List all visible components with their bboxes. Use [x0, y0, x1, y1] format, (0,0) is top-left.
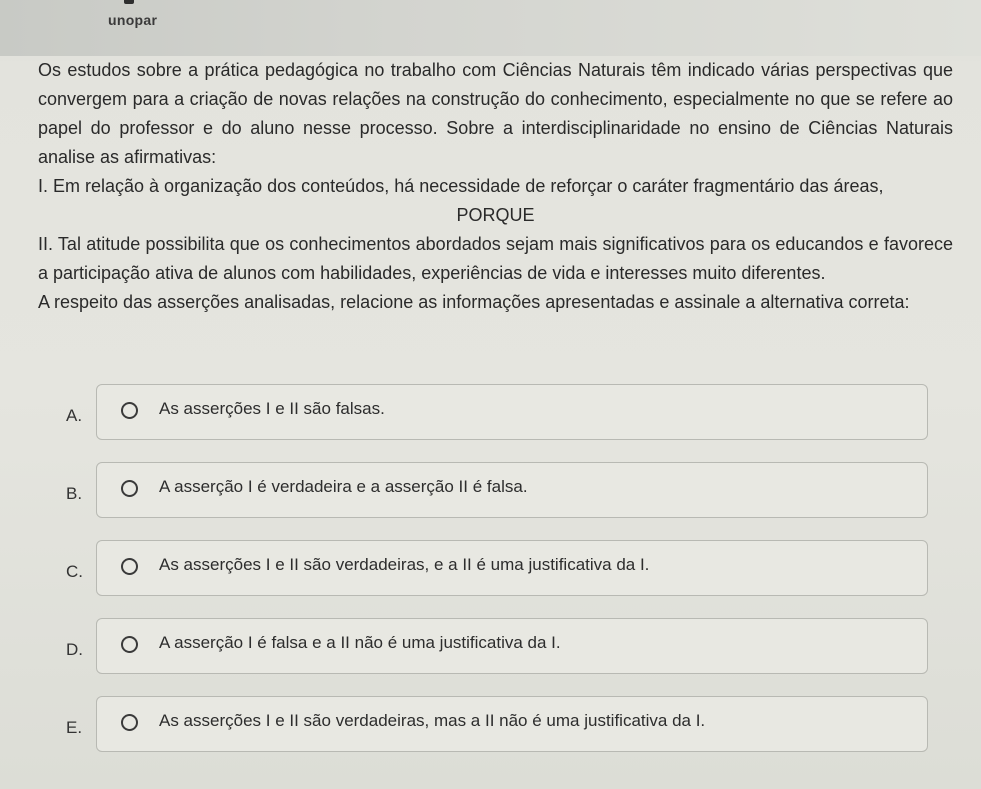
option-letter: E. — [66, 718, 83, 737]
option-box[interactable] — [96, 618, 928, 674]
brand-logo: unopar — [108, 12, 158, 28]
radio-button-icon[interactable] — [121, 480, 138, 497]
option-text: As asserções I e II são verdadeiras, e a II é uma justificativa da I. — [159, 555, 650, 574]
radio-button-icon[interactable] — [121, 636, 138, 653]
option-letter: C. — [66, 562, 83, 581]
option-box[interactable] — [96, 540, 928, 596]
question-instruction: A respeito das asserções analisadas, relacione as informações apresentadas e assinale a alternativa correta: — [38, 292, 910, 312]
radio-button-icon[interactable] — [121, 558, 138, 575]
option-e[interactable] — [58, 696, 928, 752]
option-box[interactable] — [96, 462, 928, 518]
option-box[interactable] — [96, 384, 928, 440]
option-text: A asserção I é verdadeira e a asserção II é falsa. — [159, 477, 528, 496]
option-letter: A. — [66, 406, 83, 425]
assertion-connector: PORQUE — [456, 205, 535, 225]
option-letter: B. — [66, 484, 83, 503]
option-a[interactable] — [58, 384, 928, 440]
option-b[interactable] — [58, 462, 928, 518]
assertion-2: II. Tal atitude possibilita que os conhecimentos abordados sejam mais significativos para os educandos e favorece a participação ativa de alunos com habilidades, experiências de vida e interesses muito diferentes. — [38, 234, 953, 283]
radio-button-icon[interactable] — [121, 714, 138, 731]
question-content — [38, 56, 953, 317]
assertion-1: I. Em relação à organização dos conteúdos, há necessidade de reforçar o caráter fragmentário das áreas, — [38, 176, 884, 196]
option-text: A asserção I é falsa e a II não é uma justificativa da I. — [159, 633, 561, 652]
option-letter: D. — [66, 640, 83, 659]
option-box[interactable] — [96, 696, 928, 752]
answer-options — [58, 384, 928, 774]
option-d[interactable] — [58, 618, 928, 674]
option-c[interactable] — [58, 540, 928, 596]
top-bar — [0, 0, 981, 56]
brand-mark-icon — [124, 0, 134, 4]
radio-button-icon[interactable] — [121, 402, 138, 419]
option-text: As asserções I e II são verdadeiras, mas a II não é uma justificativa da I. — [159, 711, 706, 730]
question-intro: Os estudos sobre a prática pedagógica no trabalho com Ciências Naturais têm indicado várias perspectivas que convergem para a criação de novas relações na construção do conhecimento, especialmente no que se refere ao papel do professor e do aluno nesse processo. Sobre a interdisciplinaridade no ensino de Ciências Naturais analise as afirmativas: — [38, 60, 953, 167]
option-text: As asserções I e II são falsas. — [159, 399, 385, 418]
